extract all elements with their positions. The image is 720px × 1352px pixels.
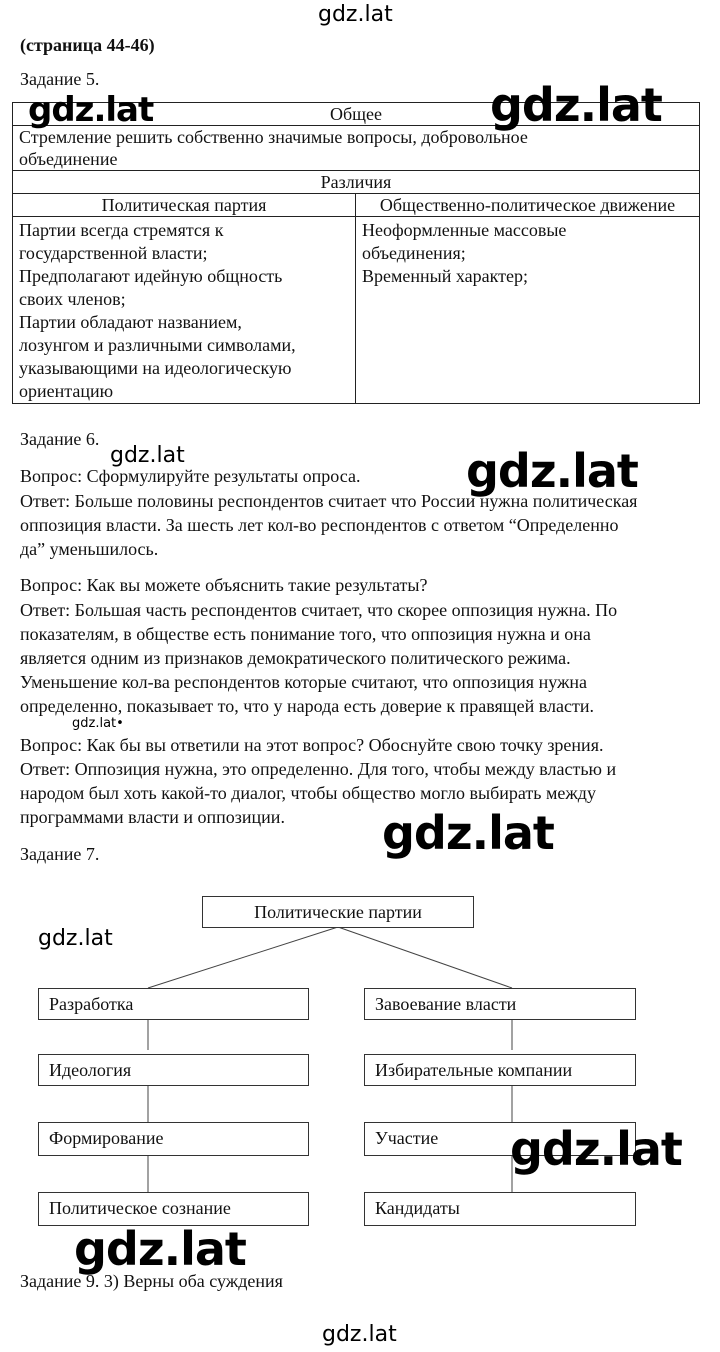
movement-line: объединения;: [362, 243, 466, 263]
col-header-party: Политическая партия: [13, 194, 356, 217]
diagram-right-1: Завоевание власти: [364, 988, 636, 1020]
task6-line: программами власти и оппозиции.: [20, 807, 285, 827]
common-header: Общее: [13, 103, 700, 126]
watermark-table-left: gdz.lat: [28, 90, 154, 130]
movement-line: Неоформленные массовые: [362, 220, 567, 240]
party-line: государственной власти;: [19, 243, 208, 263]
diagram-left-3: Формирование: [38, 1122, 309, 1156]
connector-root-right: [338, 927, 512, 988]
watermark-task6-big: gdz.lat: [466, 444, 638, 498]
watermark-task6-tiny: gdz.lat•: [72, 716, 124, 731]
col-header-movement: Общественно-политическое движение: [356, 194, 700, 217]
task6-line: Вопрос: Сформулируйте результаты опроса.: [20, 466, 361, 486]
common-line: объединение: [19, 149, 118, 169]
task9-line: Задание 9. 3) Верны оба суждения: [20, 1271, 283, 1291]
movement-line: Временный характер;: [362, 266, 528, 286]
party-line: Партии обладают названием,: [19, 312, 242, 332]
watermark-task7-small: gdz.lat: [38, 926, 113, 951]
task6-line: Ответ: Больше половины респондентов считает что России нужна политическая: [20, 491, 638, 511]
task6-line: Ответ: Большая часть респондентов считает, что скорее оппозиция нужна. По: [20, 600, 618, 620]
diagram-left-4: Политическое сознание: [38, 1192, 309, 1226]
task6-line: Уменьшение кол-ва респондентов которые считают, что оппозиция нужна: [20, 672, 588, 692]
watermark-task7-left: gdz.lat: [74, 1222, 246, 1276]
task6-line: показателям, в обществе есть понимание того, что оппозиция нужна и она: [20, 624, 591, 644]
diagram-right-2: Избирательные компании: [364, 1054, 636, 1086]
task7-title: Задание 7.: [20, 844, 100, 864]
diagram-left-2: Идеология: [38, 1054, 309, 1086]
watermark-task6-bottom: gdz.lat: [382, 806, 554, 860]
party-line: Предполагают идейную общность: [19, 266, 283, 286]
watermark-task7-right: gdz.lat: [510, 1122, 682, 1176]
watermark-task6-small: gdz.lat: [110, 443, 185, 468]
page-reference: (страница 44-46): [20, 35, 155, 55]
task6-line: да” уменьшилось.: [20, 539, 159, 559]
task6-title: Задание 6.: [20, 429, 100, 449]
task6-line: оппозиция власти. За шесть лет кол-во респондентов с ответом “Определенно: [20, 515, 619, 535]
task6-line: определенно, показывает то, что у народа есть доверие к правящей власти.: [20, 696, 595, 716]
task5-title: Задание 5.: [20, 69, 100, 89]
task6-line: Ответ: Оппозиция нужна, это определенно. Для того, чтобы между властью и: [20, 759, 617, 779]
party-line: ориентацию: [19, 381, 114, 401]
diagram-right-3: Участие: [364, 1122, 636, 1156]
watermark-table-right: gdz.lat: [490, 78, 662, 132]
differences-header: Различия: [13, 171, 700, 194]
party-line: указывающими на идеологическую: [19, 358, 292, 378]
task6-line: народом был хоть какой-то диалог, чтобы общество могло выбирать между: [20, 783, 596, 803]
task6-line: является одним из признаков демократического политического режима.: [20, 648, 571, 668]
watermark-top: gdz.lat: [318, 2, 393, 27]
watermark-bottom: gdz.lat: [322, 1322, 397, 1347]
task6-line: Вопрос: Как бы вы ответили на этот вопрос? Обоснуйте свою точку зрения.: [20, 735, 604, 755]
party-line: лозунгом и различными символами,: [19, 335, 296, 355]
diagram-right-4: Кандидаты: [364, 1192, 636, 1226]
diagram-root: Политические партии: [202, 896, 474, 928]
party-line: Партии всегда стремятся к: [19, 220, 224, 240]
party-line: своих членов;: [19, 289, 126, 309]
diagram-left-1: Разработка: [38, 988, 309, 1020]
common-line: Стремление решить собственно значимые вопросы, добровольное: [19, 127, 528, 147]
connector-root-left: [148, 927, 338, 988]
task6-line: Вопрос: Как вы можете объяснить такие результаты?: [20, 575, 428, 595]
